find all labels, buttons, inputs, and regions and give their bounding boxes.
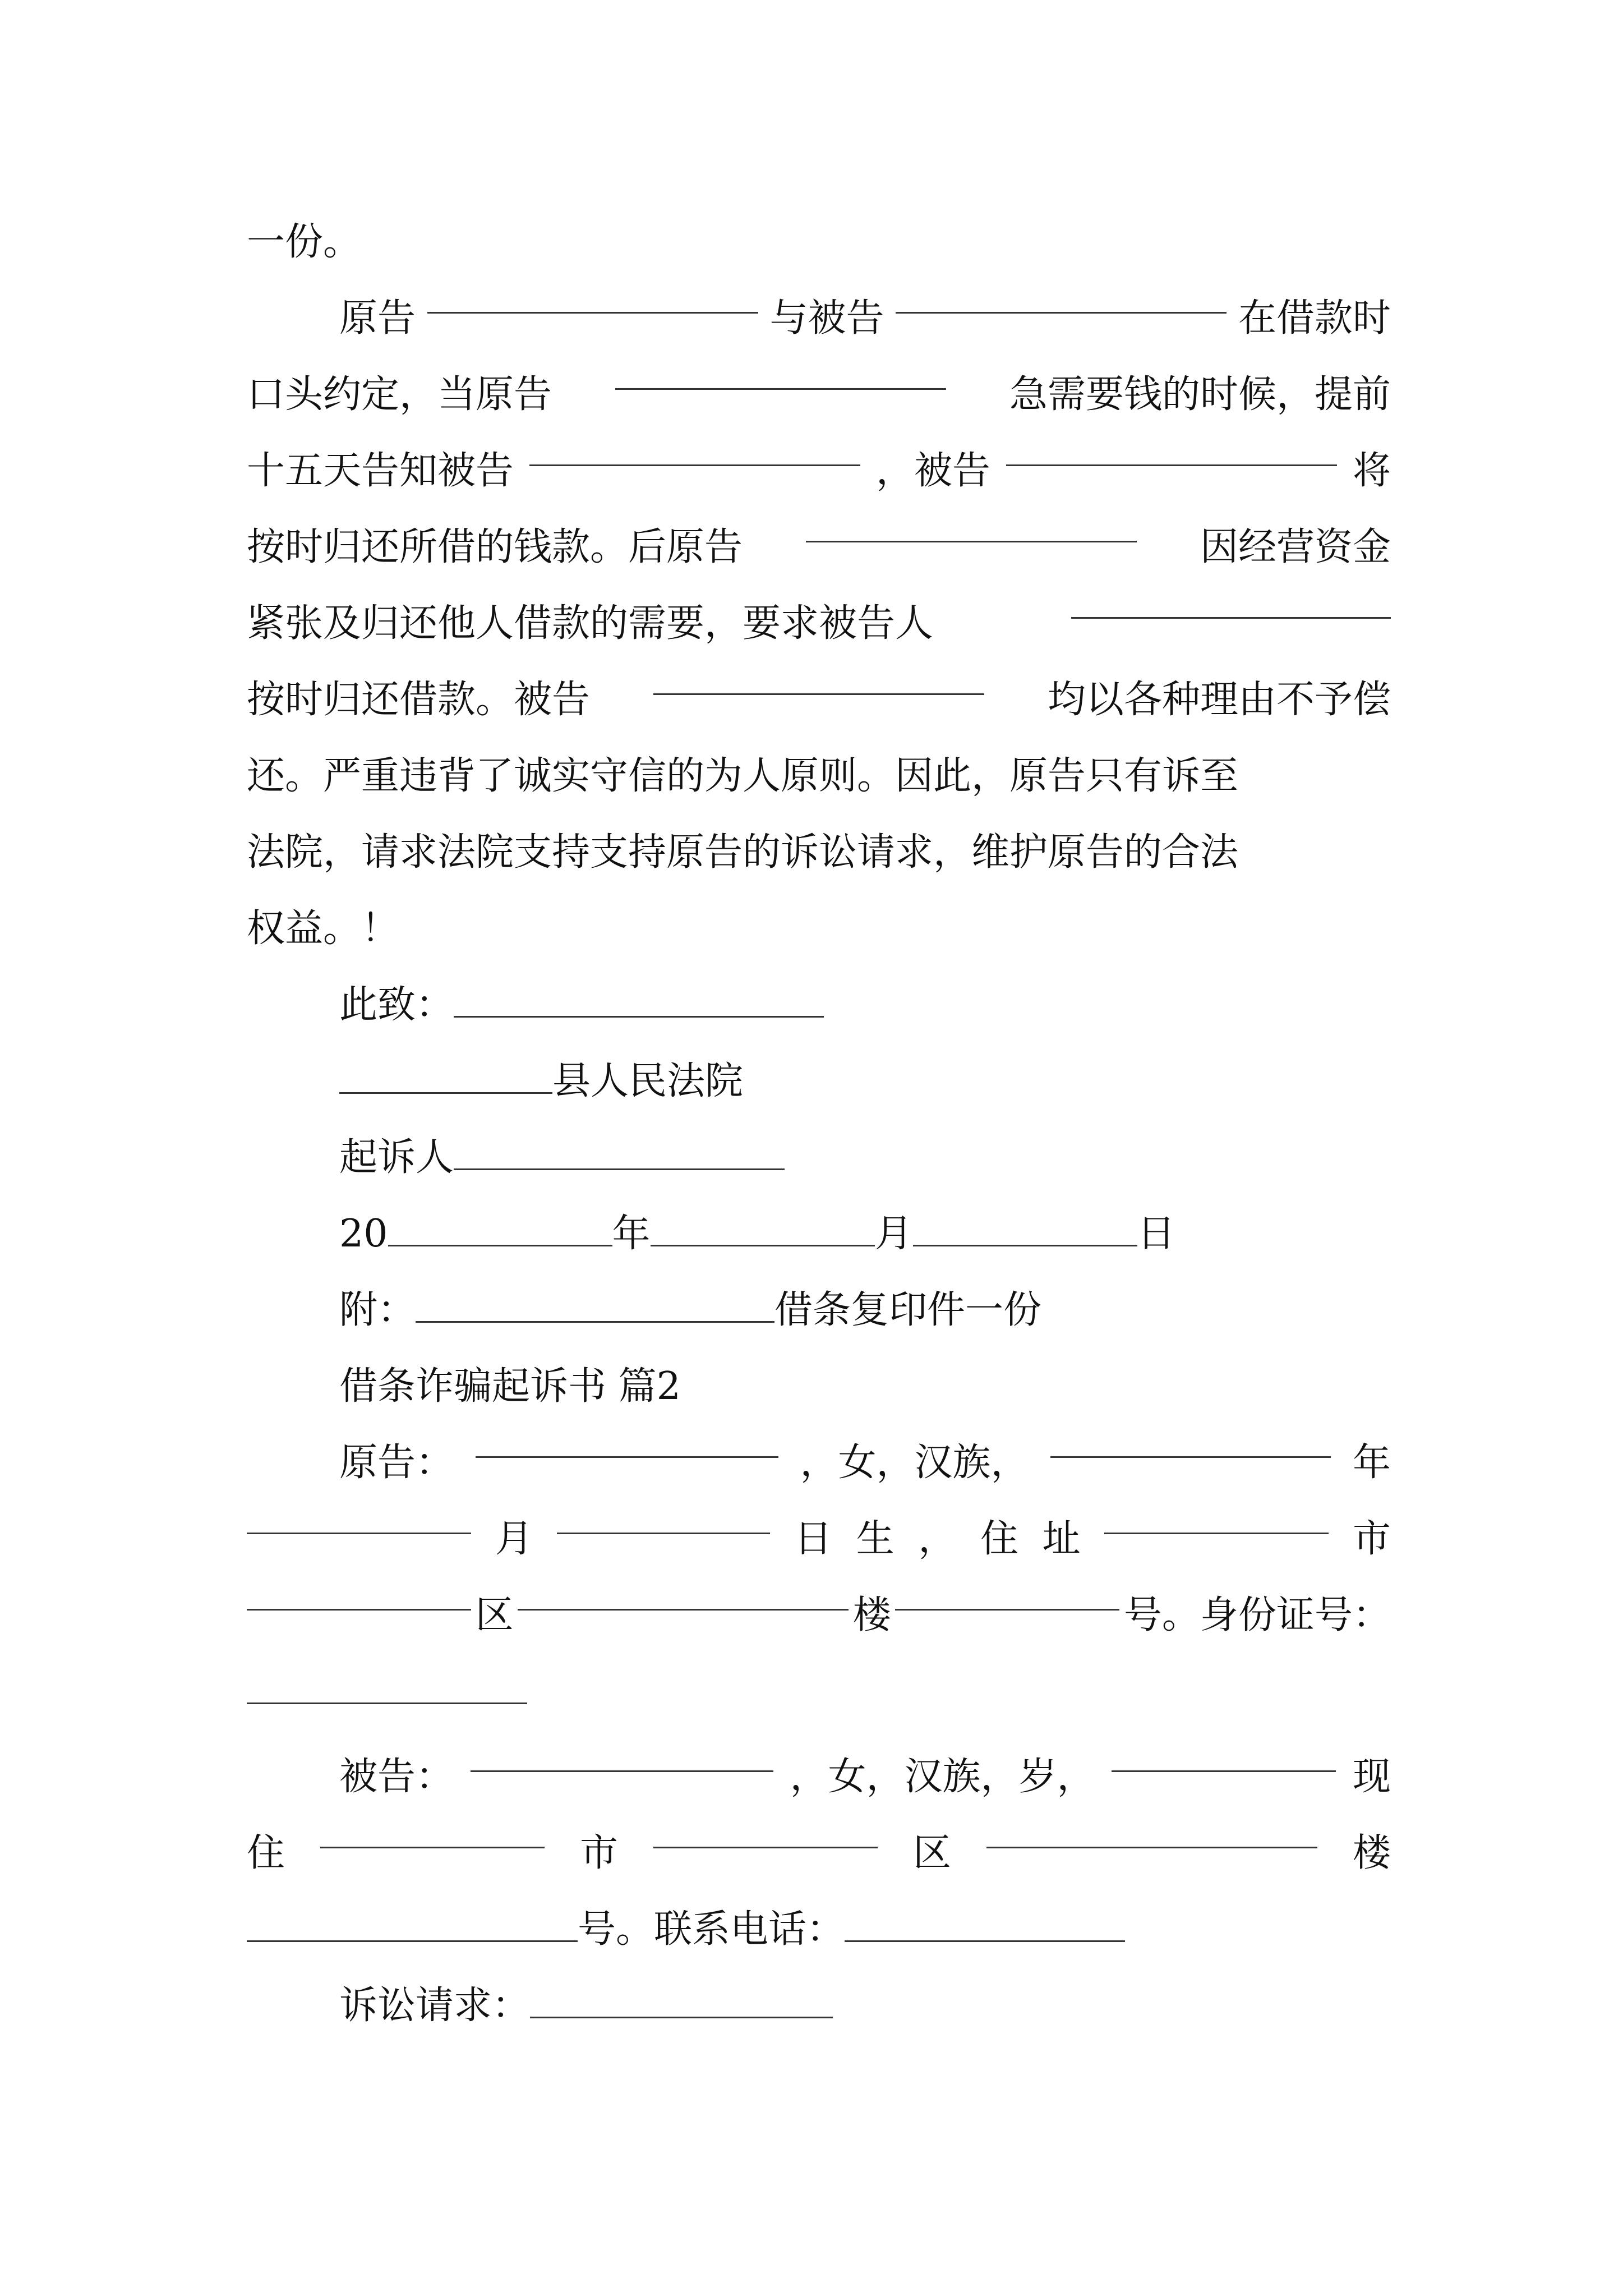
fill-blank xyxy=(454,984,824,1018)
text-segment: 此致： xyxy=(339,983,454,1027)
fill-blank xyxy=(388,1213,612,1246)
text-line xyxy=(247,1654,1391,1730)
fill-blank xyxy=(247,1671,527,1704)
fill-blank xyxy=(476,1425,778,1458)
text-segment: 在借款时 xyxy=(1238,296,1391,341)
text-segment: 现 xyxy=(1352,1755,1391,1799)
text-line xyxy=(339,1349,1391,1425)
text-segment: 按时归还借款。被告 xyxy=(247,678,591,722)
text-segment: 诉讼请求： xyxy=(339,1984,531,2028)
fill-blank xyxy=(529,433,860,466)
fill-blank xyxy=(1050,1425,1331,1458)
fill-blank xyxy=(1006,433,1337,466)
text-segment: ，女，汉族， xyxy=(800,1441,1029,1485)
fill-blank xyxy=(653,662,984,695)
text-segment: 被告： xyxy=(339,1755,454,1799)
fill-blank xyxy=(986,1815,1317,1848)
text-line xyxy=(339,1196,1391,1272)
text-line xyxy=(339,1120,1391,1196)
text-segment: 住 xyxy=(980,1517,1018,1561)
text-segment: 区 xyxy=(912,1831,951,1875)
fill-blank xyxy=(530,1985,833,2018)
fill-blank xyxy=(557,1501,770,1534)
text-segment: 附： xyxy=(339,1288,416,1332)
text-segment: 住 xyxy=(247,1831,285,1875)
text-segment: 十五天告知被告 xyxy=(247,449,514,493)
text-line xyxy=(339,1425,1391,1501)
fill-blank xyxy=(913,1213,1137,1246)
fill-blank xyxy=(454,1137,785,1170)
text-segment: 号。身份证号： xyxy=(1123,1593,1391,1637)
text-line xyxy=(339,967,1391,1043)
text-line xyxy=(247,204,1391,280)
fill-blank xyxy=(806,509,1137,542)
fill-blank xyxy=(651,1213,875,1246)
text-segment: 借条复印件一份 xyxy=(774,1288,1042,1332)
text-segment: 紧张及归还他人借款的需要，要求被告人 xyxy=(247,601,934,646)
text-segment: 原告： xyxy=(339,1441,454,1485)
text-line xyxy=(339,1739,1391,1815)
fill-blank xyxy=(247,1577,471,1611)
fill-blank xyxy=(471,1739,773,1772)
text-segment: 将 xyxy=(1352,449,1391,493)
text-segment: ，女，汉族，岁， xyxy=(790,1755,1095,1799)
text-line xyxy=(247,815,1391,891)
text-line xyxy=(339,1272,1391,1349)
text-segment: 月 xyxy=(495,1517,533,1561)
text-segment: ，被告 xyxy=(875,449,990,493)
text-segment: 口头约定，当原告 xyxy=(247,372,552,417)
text-segment: 20 xyxy=(339,1212,388,1256)
fill-blank xyxy=(615,357,946,390)
text-segment: 楼 xyxy=(1352,1831,1391,1875)
fill-blank xyxy=(416,1290,774,1323)
text-segment: 区 xyxy=(475,1593,514,1637)
text-line xyxy=(247,1815,1391,1892)
text-segment: 起诉人 xyxy=(339,1135,454,1180)
text-line xyxy=(247,433,1391,509)
text-line xyxy=(339,1968,1391,2044)
text-line xyxy=(247,1501,1391,1577)
text-segment: 与被告 xyxy=(769,296,884,341)
text-segment: 因经营资金 xyxy=(1200,525,1391,569)
text-segment: 县人民法院 xyxy=(552,1059,744,1103)
text-segment: 址 xyxy=(1042,1517,1081,1561)
fill-blank xyxy=(518,1577,849,1611)
fill-blank xyxy=(1104,1501,1329,1534)
text-segment: 月 xyxy=(874,1212,913,1256)
text-line xyxy=(247,1892,1391,1968)
fill-blank xyxy=(339,1061,552,1094)
text-line xyxy=(247,1577,1391,1654)
text-segment: 市 xyxy=(579,1831,618,1875)
text-segment: 急需要钱的时候，提前 xyxy=(1009,372,1391,417)
text-segment: 楼 xyxy=(852,1593,891,1637)
text-segment: 生 xyxy=(856,1517,895,1561)
text-segment: 年 xyxy=(612,1212,651,1256)
text-segment: 按时归还所借的钱款。后原告 xyxy=(247,525,743,569)
text-segment: 日 xyxy=(1137,1212,1175,1256)
text-segment: 均以各种理由不予偿 xyxy=(1047,678,1391,722)
fill-blank xyxy=(845,1909,1125,1942)
text-segment: 权益。！ xyxy=(247,907,400,951)
fill-blank xyxy=(247,1501,471,1534)
text-line xyxy=(247,586,1391,662)
section-heading: 借条诈骗起诉书 篇2 xyxy=(339,1364,681,1409)
text-segment: 还。严重违背了诚实守信的为人原则。因此，原告只有诉至 xyxy=(247,754,1239,798)
text-segment: 号。联系电话： xyxy=(578,1907,845,1952)
text-segment: 日 xyxy=(794,1517,832,1561)
fill-blank xyxy=(653,1815,878,1848)
text-line xyxy=(339,280,1391,357)
text-line xyxy=(247,891,1391,967)
text-segment: 法院，请求法院支持支持原告的诉讼请求，维护原告的合法 xyxy=(247,830,1239,875)
text-segment: 市 xyxy=(1352,1517,1391,1561)
text-line xyxy=(247,738,1391,815)
text-line xyxy=(247,509,1391,586)
text-segment: 原告 xyxy=(339,296,416,341)
text-line xyxy=(339,1043,1391,1120)
fill-blank xyxy=(247,1909,578,1942)
text-segment: 一份。 xyxy=(247,220,362,264)
fill-blank xyxy=(427,280,758,314)
fill-blank xyxy=(1112,1739,1336,1772)
text-line xyxy=(247,357,1391,433)
fill-blank xyxy=(320,1815,545,1848)
text-segment: 年 xyxy=(1352,1441,1391,1485)
fill-blank xyxy=(896,280,1227,314)
fill-blank xyxy=(895,1577,1119,1611)
text-line xyxy=(247,662,1391,738)
text-segment: ， xyxy=(918,1517,957,1561)
fill-blank xyxy=(1071,586,1391,619)
